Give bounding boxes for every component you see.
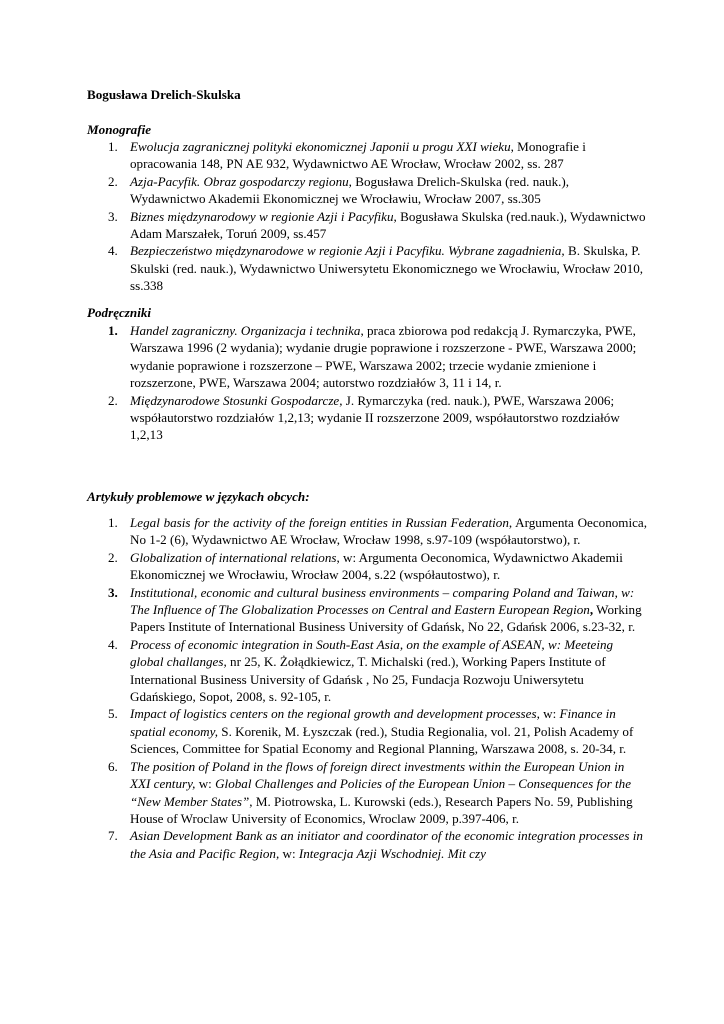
item-number: 1. [108,515,118,530]
item-number: 1. [108,323,118,338]
item-number: 1. [108,139,118,154]
item-connector: w: [539,706,560,722]
item-number: 2. [108,392,118,408]
list-item [87,173,647,208]
item-connector: w: [195,776,216,792]
item-title: Process of economic integration in South-East Asia, on the example of ASEAN, w: Meeteing global challanges, [130,636,614,670]
artykuly-list [87,514,647,862]
item-source-title: Global Challenges and Policies of the European Union – Consequences for the “New Member States” [130,776,632,809]
list-item [87,758,647,828]
item-title: Handel zagraniczny. Organizacja i technika [130,323,361,338]
author-name: Bogusława Drelich-Skulska [87,87,241,102]
list-item [87,242,647,294]
item-number: 6. [108,758,118,774]
section-heading-monografie: Monografie [87,122,152,137]
item-title: Legal basis for the activity of the foreign entities in Russian Federation [130,515,509,530]
section-heading-podreczniki: Podręczniki [87,305,152,320]
item-title: Biznes międzynarodowy w regionie Azji i Pacyfiku, [130,208,397,224]
list-item [87,705,647,757]
item-details: nr 25, K. Żołądkiewicz, T. Michalski (red.), Working Papers Institute of International Business University of Gdańsk , No 25, Fundacja Rozwoju Uniwersytetu Gdańskiego, Sopot, 2008, s. 92-105, r. [130,654,606,705]
item-details: , Argumenta Oeconomica, No 1-2 (6), Wydawnictwo AE Wrocław, Wrocław 1998, s.97-109 (współautorstwo), r. [130,515,648,548]
item-number: 2. [108,549,118,565]
podreczniki-list [87,322,647,444]
list-item [87,392,647,444]
item-details: S. Korenik, M. Łyszczak (red.), Studia Regionalia, vol. 21, Polish Academy of Sciences, Committee for Spatial Economy and Regional Planning, Warszawa 2008, s. 20-34, r. [130,723,634,757]
list-item [87,549,647,584]
item-details: J. Rymarczyka (red. nauk.), PWE, Warszawa 2006; współautorstwo rozdziałów 1,2,13; wydanie II rozszerzone 2009, współautorstwo rozdziałów 1,2,13 [130,392,620,443]
item-details: , Monografie i opracowania 148, PN AE 932, Wydawnictwo AE Wrocław, Wrocław 2002, ss. 287 [130,139,586,172]
section-heading-artykuly: Artykuły problemowe w językach obcych: [87,489,310,504]
list-item [87,584,647,636]
item-details: , M. Piotrowska, L. Kurowski (eds.), Research Papers No. 59, Publishing House of Wroclaw University of Economics, Wroclaw 2009, p.397-406, r. [130,793,633,826]
item-details: , w: Argumenta Oeconomica, Wydawnictwo Akademii Ekonomicznej we Wrocławiu, Wrocław 2004, s.22 (współautostwo), r. [130,549,623,583]
item-number: 5. [108,706,118,722]
list-item [87,138,647,173]
item-source-title: Integracja Azji Wschodniej. Mit czy [298,845,486,861]
list-item [87,636,647,706]
list-item [87,322,647,392]
monografie-list [87,138,647,295]
item-number: 4. [108,243,118,259]
list-item [87,827,647,862]
item-source-title: Finance in spatial economy, [130,706,616,739]
item-details: Bogusława Drelich-Skulska (red. nauk.), Wydawnictwo Akademii Ekonomicznej we Wrocławiu, Wrocław 2007, ss.305 [130,173,570,207]
item-title: Międzynarodowe Stosunki Gospodarcze, [130,392,343,408]
item-number: 2. [108,173,118,189]
list-item [87,514,647,549]
item-number: 3. [108,208,118,224]
item-details: B. Skulska, P. Skulski (red. nauk.), Wydawnictwo Uniwersytetu Ekonomicznego we Wrocławiu, Wrocław 2010, ss.338 [130,243,644,294]
item-details: Working Papers Institute of International Business University of Gdańsk, No 22, Gdańsk 2006, s.23-32, r. [130,602,642,635]
item-number: 4. [108,636,118,652]
list-item [87,208,647,243]
item-title: Impact of logistics centers on the regional growth and development processes, [130,706,540,722]
item-number: 3. [108,584,118,600]
item-number: 7. [108,828,118,844]
item-title: Globalization of international relations [130,549,337,565]
item-separator: , [589,602,594,618]
item-title: Institutional, economic and cultural business environments – comparing Poland and Taiwan, w: The Influence of The Globalization Processes on Central and Eastern European Region [130,584,635,618]
item-title: Azja-Pacyfik. Obraz gospodarczy regionu, [130,173,352,189]
item-title: Ewolucja zagranicznej polityki ekonomicznej Japonii u progu XXI wieku [130,139,511,154]
item-connector: w: [279,845,299,861]
item-details: , praca zbiorowa pod redakcją J. Rymarczyka, PWE, Warszawa 1996 (2 wydania); wydanie drugie poprawione i rozszerzone - PWE, Warszawa 2000; wydanie poprawione i rozszerzone – PWE, Warszawa 2002; trzecie wydanie zmienione i rozszerzone, PWE, Warszawa 2004; autorstwo rozdziałów 3, 11 i 14, r. [130,323,637,391]
item-title: Asian Development Bank as an initiator and coordinator of the economic integration processes in the Asia and Pacific Region, [130,828,643,861]
item-title: Bezpieczeństwo międzynarodowe w regionie Azji i Pacyfiku. Wybrane zagadnienia, [130,243,565,259]
item-details: Bogusława Skulska (red.nauk.), Wydawnictwo Adam Marszałek, Toruń 2009, ss.457 [130,208,646,242]
item-title: The position of Poland in the flows of foreign direct investments within the European Union in XXI century, [130,758,625,792]
